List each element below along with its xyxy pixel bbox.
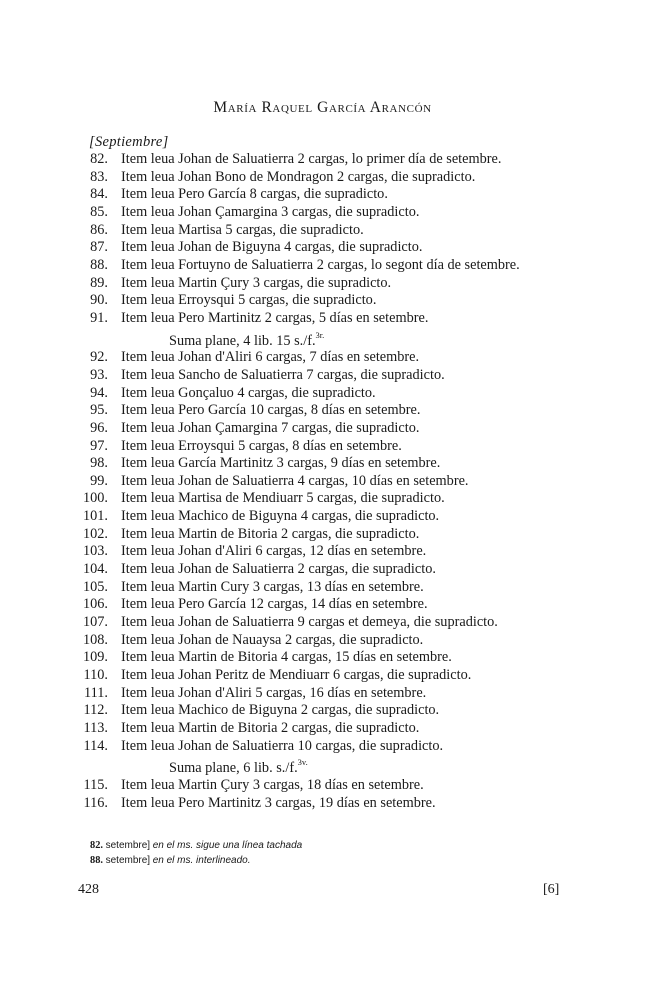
entry-text: Item leua Machico de Biguyna 4 cargas, die supradicto. xyxy=(121,508,440,525)
entry-text: Item leua Sancho de Saluatierra 7 cargas, die supradicto. xyxy=(121,366,445,383)
entry-row xyxy=(0,508,645,526)
footnotes xyxy=(90,838,302,868)
entry-row xyxy=(0,292,645,310)
suma-line-1 xyxy=(0,328,645,349)
footnote-comment: en el ms. sigue una línea tachada xyxy=(152,840,303,851)
entry-number: 108. xyxy=(82,631,108,648)
entry-text: Item leua Martin de Bitoria 2 cargas, die supradicto. xyxy=(121,720,420,736)
entry-number: 92. xyxy=(90,349,108,366)
entry-number: 99. xyxy=(90,472,108,489)
entry-number: 94. xyxy=(90,384,108,401)
entry-number: 98. xyxy=(90,455,108,472)
entry-row xyxy=(0,222,645,240)
suma-1-text: Suma plane, 4 lib. 15 s./f. xyxy=(169,332,316,349)
entry-text: Item leua Martin de Bitoria 2 cargas, die supradicto. xyxy=(121,525,420,542)
entry-row xyxy=(0,649,645,667)
entry-number: 90. xyxy=(90,292,108,309)
section-heading: [Septiembre] xyxy=(89,134,169,150)
entry-text: Item leua Johan Bono de Mondragon 2 cargas, die supradicto. xyxy=(121,168,476,185)
entry-row xyxy=(0,257,645,275)
entry-row xyxy=(0,738,645,756)
entry-number: 116. xyxy=(83,794,108,811)
footnote-ref: 88. xyxy=(90,855,103,866)
entry-text: Item leua Gonçaluo 4 cargas, die supradicto. xyxy=(121,384,376,401)
entry-number: 86. xyxy=(90,221,108,238)
entry-text: Item leua Johan de Saluatierra 4 cargas, 10 días en setembre. xyxy=(121,472,469,489)
running-head: María Raquel García Arancón xyxy=(213,99,432,116)
entry-row xyxy=(0,349,645,367)
entry-text: Item leua Martin de Bitoria 4 cargas, 15 días en setembre. xyxy=(121,649,452,666)
entry-number: 113. xyxy=(83,720,108,736)
suma-2-folio: 3v. xyxy=(297,757,308,768)
page-number: 428 xyxy=(78,882,99,897)
entry-number: 110. xyxy=(83,667,108,684)
entry-number: 88. xyxy=(90,256,108,273)
entry-row xyxy=(0,204,645,222)
entry-number: 89. xyxy=(90,274,108,291)
entry-number: 101. xyxy=(82,508,108,525)
entry-row xyxy=(0,795,645,813)
entry-number: 82. xyxy=(90,151,108,167)
entry-row xyxy=(0,561,645,579)
suma-2-text: Suma plane, 6 lib. s./f. xyxy=(169,760,298,777)
entry-text: Item leua Johan d'Aliri 6 cargas, 7 días en setembre. xyxy=(121,349,420,366)
entry-row xyxy=(0,402,645,420)
entry-row xyxy=(0,275,645,293)
entry-row xyxy=(0,777,645,795)
bracket-number: [6] xyxy=(543,882,560,897)
entry-number: 106. xyxy=(82,596,108,613)
entry-row xyxy=(0,186,645,204)
entry-row xyxy=(0,151,645,169)
entry-number: 83. xyxy=(90,168,108,185)
entry-row xyxy=(0,614,645,632)
entry-number: 102. xyxy=(82,525,108,542)
entry-row xyxy=(0,385,645,403)
entry-text: Item leua Johan Çamargina 3 cargas, die supradicto. xyxy=(121,203,420,220)
suma-line-2 xyxy=(0,755,645,777)
entry-row xyxy=(0,490,645,508)
entries-group-c xyxy=(0,777,645,812)
entry-text: Item leua Johan Çamargina 7 cargas, die supradicto. xyxy=(121,419,420,436)
entry-text: Item leua Erroysqui 5 cargas, die supradicto. xyxy=(121,292,377,309)
entry-row xyxy=(0,367,645,385)
entry-row xyxy=(0,579,645,597)
entry-number: 93. xyxy=(90,366,108,383)
entry-row xyxy=(0,632,645,650)
entry-text: Item leua Erroysqui 5 cargas, 8 días en setembre. xyxy=(121,437,402,454)
entry-text: Item leua Machico de Biguyna 2 cargas, die supradicto. xyxy=(121,702,440,719)
entry-number: 112. xyxy=(83,702,108,719)
footnote-comment: en el ms. interlineado. xyxy=(152,855,251,866)
entry-number: 84. xyxy=(90,186,108,203)
entry-row xyxy=(0,438,645,456)
entry-number: 87. xyxy=(90,239,108,256)
entry-row xyxy=(0,543,645,561)
entry-text: Item leua Pero García 10 cargas, 8 días en setembre. xyxy=(121,402,421,419)
entry-row xyxy=(0,310,645,328)
footnote xyxy=(90,838,302,853)
footnote-ref: 82. xyxy=(90,840,103,851)
entry-text: Item leua Martin Çury 3 cargas, 18 días en setembre. xyxy=(121,776,424,793)
entry-number: 97. xyxy=(90,437,108,454)
suma-1-folio: 3r. xyxy=(315,329,325,340)
entry-text: Item leua Martisa 5 cargas, die supradicto. xyxy=(121,221,364,238)
entry-text: Item leua García Martinitz 3 cargas, 9 días en setembre. xyxy=(121,455,441,472)
entry-row xyxy=(0,702,645,720)
entry-row xyxy=(0,239,645,257)
entry-row xyxy=(0,169,645,187)
entry-number: 115. xyxy=(83,776,108,793)
entry-row xyxy=(0,667,645,685)
entry-number: 114. xyxy=(83,737,108,754)
entry-text: Item leua Johan d'Aliri 5 cargas, 16 días en setembre. xyxy=(121,684,427,701)
entry-text: Item leua Johan de Saluatierra 2 cargas, lo primer día de setembre. xyxy=(121,151,502,167)
entries-group-a xyxy=(0,151,645,328)
entry-text: Item leua Pero García 12 cargas, 14 días en setembre. xyxy=(121,596,428,613)
entry-number: 95. xyxy=(90,402,108,419)
entry-number: 103. xyxy=(82,543,108,560)
footnote xyxy=(90,853,302,868)
entry-text: Item leua Johan Peritz de Mendiuarr 6 cargas, die supradicto. xyxy=(121,667,472,684)
entry-number: 100. xyxy=(82,490,108,507)
entry-row xyxy=(0,596,645,614)
entry-text: Item leua Martin Çury 3 cargas, die supradicto. xyxy=(121,274,392,291)
entry-text: Item leua Johan d'Aliri 6 cargas, 12 días en setembre. xyxy=(121,543,427,560)
footnote-lemma: setembre] xyxy=(105,840,151,851)
entry-row xyxy=(0,473,645,491)
entry-text: Item leua Johan de Biguyna 4 cargas, die supradicto. xyxy=(121,239,423,256)
entry-text: Item leua Martisa de Mendiuarr 5 cargas, die supradicto. xyxy=(121,490,445,507)
entry-number: 109. xyxy=(82,649,108,666)
entry-text: Item leua Johan de Saluatierra 10 cargas, die supradicto. xyxy=(121,737,444,754)
entry-number: 105. xyxy=(82,578,108,595)
entry-row xyxy=(0,420,645,438)
entry-number: 85. xyxy=(90,203,108,220)
entry-row xyxy=(0,720,645,738)
entries-group-b xyxy=(0,349,645,755)
entry-text: Item leua Pero García 8 cargas, die supradicto. xyxy=(121,186,388,203)
entries-list xyxy=(0,151,645,812)
entry-row xyxy=(0,455,645,473)
entry-text: Item leua Pero Martinitz 2 cargas, 5 días en setembre. xyxy=(121,309,429,326)
entry-number: 107. xyxy=(82,614,108,631)
entry-text: Item leua Pero Martinitz 3 cargas, 19 días en setembre. xyxy=(121,794,436,811)
entry-row xyxy=(0,526,645,544)
entry-number: 91. xyxy=(90,309,108,326)
entry-text: Item leua Martin Cury 3 cargas, 13 días en setembre. xyxy=(121,578,424,595)
entry-number: 111. xyxy=(84,684,108,701)
entry-row xyxy=(0,685,645,703)
entry-text: Item leua Fortuyno de Saluatierra 2 cargas, lo segont día de setembre. xyxy=(121,256,520,273)
entry-text: Item leua Johan de Saluatierra 2 cargas, die supradicto. xyxy=(121,561,436,578)
entry-number: 104. xyxy=(82,561,108,578)
entry-text: Item leua Johan de Nauaysa 2 cargas, die supradicto. xyxy=(121,631,424,648)
entry-text: Item leua Johan de Saluatierra 9 cargas et demeya, die supradicto. xyxy=(121,614,498,631)
entry-number: 96. xyxy=(90,419,108,436)
footnote-lemma: setembre] xyxy=(105,855,151,866)
